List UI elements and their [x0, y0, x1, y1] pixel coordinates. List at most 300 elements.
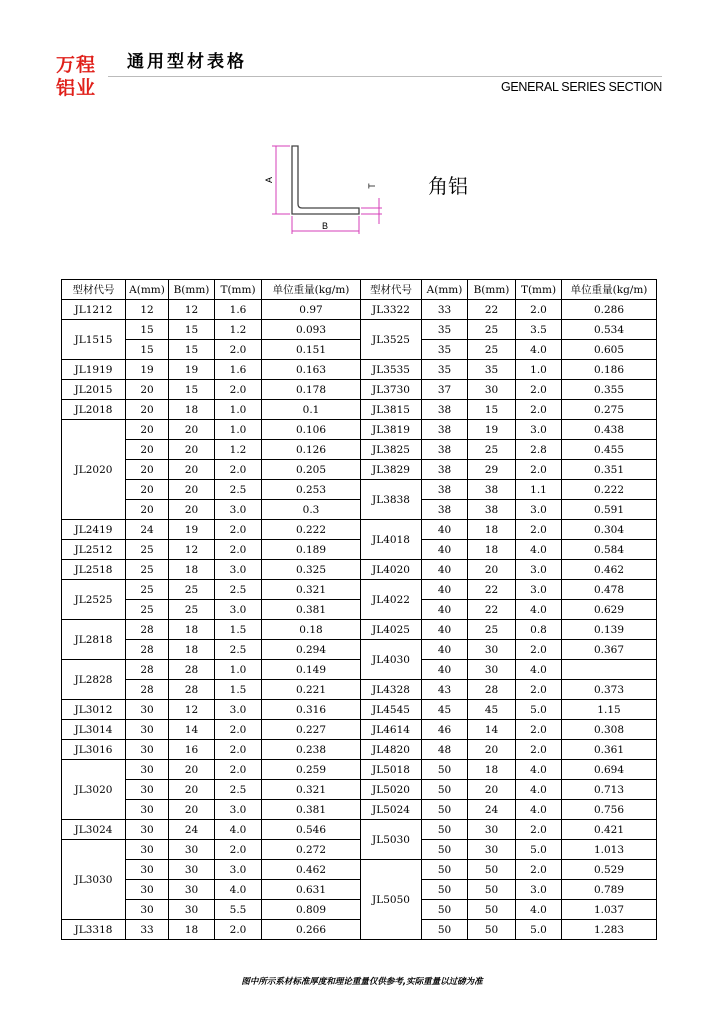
- thickness-cell: 3.0: [516, 560, 562, 580]
- unit-weight-cell: 0.222: [262, 520, 361, 540]
- dim-b-cell: 14: [468, 720, 516, 740]
- thickness-cell: 3.0: [215, 700, 262, 720]
- unit-weight-cell: 0.325: [262, 560, 361, 580]
- dim-a-cell: 38: [422, 420, 468, 440]
- column-header: 单位重量(kg/m): [562, 280, 657, 300]
- profile-code-cell: JL1515: [62, 320, 126, 360]
- dim-a-cell: 35: [422, 340, 468, 360]
- dim-b-cell: 12: [169, 700, 215, 720]
- unit-weight-cell: 1.15: [562, 700, 657, 720]
- unit-weight-cell: 0.222: [562, 480, 657, 500]
- dim-b-cell: 30: [468, 820, 516, 840]
- dim-b-cell: 25: [468, 620, 516, 640]
- dim-a-cell: 28: [126, 640, 169, 660]
- table-row: [62, 720, 657, 740]
- unit-weight-cell: 0.286: [562, 300, 657, 320]
- dim-b-cell: 20: [468, 560, 516, 580]
- table-row: [62, 560, 657, 580]
- unit-weight-cell: 0.462: [562, 560, 657, 580]
- profile-code-cell: JL5020: [361, 780, 422, 800]
- profile-code-cell: JL2518: [62, 560, 126, 580]
- thickness-cell: 5.0: [516, 700, 562, 720]
- dim-b-cell: 20: [468, 780, 516, 800]
- dim-a-cell: 24: [126, 520, 169, 540]
- thickness-cell: 2.0: [516, 520, 562, 540]
- dim-b-cell: 20: [169, 480, 215, 500]
- thickness-cell: 2.0: [516, 380, 562, 400]
- unit-weight-cell: 0.438: [562, 420, 657, 440]
- unit-weight-cell: 0.163: [262, 360, 361, 380]
- table-row: [62, 900, 657, 920]
- thickness-cell: 3.0: [215, 860, 262, 880]
- dim-b-cell: 15: [169, 340, 215, 360]
- table-row: [62, 820, 657, 840]
- column-header: B(mm): [169, 280, 215, 300]
- page-title-cn: 通用型材表格: [127, 52, 247, 72]
- dim-a-cell: 46: [422, 720, 468, 740]
- dim-b-cell: 18: [468, 520, 516, 540]
- unit-weight-cell: 0.106: [262, 420, 361, 440]
- angle-profile-shape: [292, 146, 359, 214]
- dim-a-cell: 40: [422, 640, 468, 660]
- dim-a-cell: 30: [126, 700, 169, 720]
- unit-weight-cell: 1.013: [562, 840, 657, 860]
- company-logo: [56, 54, 100, 100]
- dim-a-cell: 28: [126, 620, 169, 640]
- profile-code-cell: JL2015: [62, 380, 126, 400]
- dim-a-cell: 37: [422, 380, 468, 400]
- dim-b-cell: 12: [169, 540, 215, 560]
- dim-a-cell: 38: [422, 440, 468, 460]
- unit-weight-cell: 0.149: [262, 660, 361, 680]
- thickness-cell: 4.0: [516, 540, 562, 560]
- dim-a-cell: 50: [422, 760, 468, 780]
- thickness-cell: 2.0: [215, 460, 262, 480]
- dim-b-cell: 18: [169, 560, 215, 580]
- profile-code-cell: JL3024: [62, 820, 126, 840]
- thickness-cell: 0.8: [516, 620, 562, 640]
- unit-weight-cell: 0.756: [562, 800, 657, 820]
- table-row: [62, 880, 657, 900]
- thickness-cell: 3.0: [516, 500, 562, 520]
- dim-a-cell: 33: [126, 920, 169, 940]
- dimension-a-label: A: [264, 176, 274, 184]
- thickness-cell: 3.0: [215, 600, 262, 620]
- table-row: [62, 540, 657, 560]
- dim-a-cell: 30: [126, 780, 169, 800]
- profile-code-cell: JL2018: [62, 400, 126, 420]
- profile-code-cell: JL5024: [361, 800, 422, 820]
- dim-a-cell: 30: [126, 840, 169, 860]
- profile-code-cell: JL2525: [62, 580, 126, 620]
- dim-b-cell: 15: [468, 400, 516, 420]
- thickness-cell: 3.0: [215, 800, 262, 820]
- dim-a-cell: 33: [422, 300, 468, 320]
- unit-weight-cell: [562, 660, 657, 680]
- dim-a-cell: 40: [422, 540, 468, 560]
- dim-a-cell: 38: [422, 480, 468, 500]
- thickness-cell: 2.0: [215, 840, 262, 860]
- profile-code-cell: JL4820: [361, 740, 422, 760]
- profile-code-cell: JL5018: [361, 760, 422, 780]
- profile-code-cell: JL4030: [361, 640, 422, 680]
- dim-b-cell: 20: [169, 800, 215, 820]
- unit-weight-cell: 0.373: [562, 680, 657, 700]
- dim-a-cell: 30: [126, 820, 169, 840]
- thickness-cell: 1.0: [215, 400, 262, 420]
- unit-weight-cell: 0.351: [562, 460, 657, 480]
- dim-a-cell: 30: [126, 880, 169, 900]
- profile-code-cell: JL3525: [361, 320, 422, 360]
- unit-weight-cell: 0.253: [262, 480, 361, 500]
- dim-a-cell: 25: [126, 600, 169, 620]
- dim-a-cell: 12: [126, 300, 169, 320]
- thickness-cell: 3.0: [215, 500, 262, 520]
- dim-b-cell: 25: [468, 440, 516, 460]
- dim-b-cell: 30: [468, 840, 516, 860]
- dim-a-cell: 50: [422, 880, 468, 900]
- dim-b-cell: 20: [169, 500, 215, 520]
- dim-a-cell: 45: [422, 700, 468, 720]
- dim-b-cell: 50: [468, 880, 516, 900]
- dim-b-cell: 30: [468, 640, 516, 660]
- unit-weight-cell: 0.713: [562, 780, 657, 800]
- thickness-cell: 4.0: [215, 880, 262, 900]
- table-row: [62, 920, 657, 940]
- thickness-cell: 2.0: [516, 740, 562, 760]
- angle-profile-diagram: [258, 138, 388, 238]
- thickness-cell: 5.5: [215, 900, 262, 920]
- thickness-cell: 4.0: [516, 800, 562, 820]
- dim-a-cell: 48: [422, 740, 468, 760]
- unit-weight-cell: 0.139: [562, 620, 657, 640]
- unit-weight-cell: 0.591: [562, 500, 657, 520]
- unit-weight-cell: 0.272: [262, 840, 361, 860]
- dim-a-cell: 38: [422, 400, 468, 420]
- unit-weight-cell: 0.421: [562, 820, 657, 840]
- unit-weight-cell: 0.97: [262, 300, 361, 320]
- thickness-cell: 2.0: [516, 680, 562, 700]
- thickness-cell: 2.0: [215, 920, 262, 940]
- table-row: [62, 680, 657, 700]
- profile-code-cell: JL4025: [361, 620, 422, 640]
- thickness-cell: 1.0: [516, 360, 562, 380]
- unit-weight-cell: 0.605: [562, 340, 657, 360]
- dim-a-cell: 50: [422, 820, 468, 840]
- thickness-cell: 3.0: [516, 880, 562, 900]
- dim-b-cell: 12: [169, 300, 215, 320]
- dim-a-cell: 40: [422, 580, 468, 600]
- unit-weight-cell: 1.037: [562, 900, 657, 920]
- profile-code-cell: JL3318: [62, 920, 126, 940]
- column-header: 单位重量(kg/m): [262, 280, 361, 300]
- dim-a-cell: 20: [126, 440, 169, 460]
- thickness-cell: 2.0: [215, 380, 262, 400]
- unit-weight-cell: 0.259: [262, 760, 361, 780]
- profile-code-cell: JL2020: [62, 420, 126, 520]
- dim-b-cell: 18: [169, 400, 215, 420]
- profile-code-cell: JL3322: [361, 300, 422, 320]
- profile-code-cell: JL4545: [361, 700, 422, 720]
- profile-code-cell: JL3815: [361, 400, 422, 420]
- table-row: [62, 360, 657, 380]
- thickness-cell: 1.0: [215, 660, 262, 680]
- unit-weight-cell: 0.3: [262, 500, 361, 520]
- thickness-cell: 4.0: [516, 600, 562, 620]
- table-row: [62, 580, 657, 600]
- column-header: 型材代号: [62, 280, 126, 300]
- dimension-t-label: T: [367, 183, 377, 189]
- dim-b-cell: 20: [169, 440, 215, 460]
- table-row: [62, 640, 657, 660]
- profile-code-cell: JL3730: [361, 380, 422, 400]
- profile-code-cell: JL4328: [361, 680, 422, 700]
- table-row: [62, 600, 657, 620]
- profile-code-cell: JL3819: [361, 420, 422, 440]
- dim-b-cell: 30: [169, 900, 215, 920]
- thickness-cell: 4.0: [516, 340, 562, 360]
- profile-code-cell: JL4614: [361, 720, 422, 740]
- dim-a-cell: 50: [422, 900, 468, 920]
- table-row: [62, 520, 657, 540]
- column-header: B(mm): [468, 280, 516, 300]
- dim-b-cell: 24: [468, 800, 516, 820]
- column-header: 型材代号: [361, 280, 422, 300]
- profile-code-cell: JL3535: [361, 360, 422, 380]
- thickness-cell: 2.0: [215, 720, 262, 740]
- dim-a-cell: 30: [126, 800, 169, 820]
- profile-code-cell: JL3829: [361, 460, 422, 480]
- dim-b-cell: 18: [169, 640, 215, 660]
- dim-a-cell: 40: [422, 660, 468, 680]
- thickness-cell: 2.0: [215, 740, 262, 760]
- spec-table: [61, 279, 657, 940]
- dim-a-cell: 20: [126, 480, 169, 500]
- unit-weight-cell: 0.462: [262, 860, 361, 880]
- dim-a-cell: 19: [126, 360, 169, 380]
- table-row: [62, 440, 657, 460]
- dim-a-cell: 30: [126, 900, 169, 920]
- dim-a-cell: 50: [422, 840, 468, 860]
- table-row: [62, 740, 657, 760]
- unit-weight-cell: 0.294: [262, 640, 361, 660]
- unit-weight-cell: 0.266: [262, 920, 361, 940]
- dim-a-cell: 20: [126, 460, 169, 480]
- thickness-cell: 3.0: [516, 580, 562, 600]
- unit-weight-cell: 0.205: [262, 460, 361, 480]
- dim-b-cell: 15: [169, 320, 215, 340]
- logo-line-1: 万程: [56, 54, 97, 76]
- profile-code-cell: JL2419: [62, 520, 126, 540]
- profile-code-cell: JL4022: [361, 580, 422, 620]
- dim-b-cell: 14: [169, 720, 215, 740]
- table-row: [62, 780, 657, 800]
- dim-b-cell: 25: [169, 580, 215, 600]
- thickness-cell: 3.5: [516, 320, 562, 340]
- profile-code-cell: JL3030: [62, 840, 126, 920]
- profile-code-cell: JL2818: [62, 620, 126, 660]
- table-row: [62, 500, 657, 520]
- dim-b-cell: 38: [468, 500, 516, 520]
- dim-a-cell: 35: [422, 320, 468, 340]
- profile-code-cell: JL3012: [62, 700, 126, 720]
- unit-weight-cell: 0.316: [262, 700, 361, 720]
- unit-weight-cell: 0.18: [262, 620, 361, 640]
- thickness-cell: 2.0: [516, 300, 562, 320]
- dim-a-cell: 50: [422, 780, 468, 800]
- thickness-cell: 4.0: [215, 820, 262, 840]
- table-row: [62, 660, 657, 680]
- thickness-cell: 1.0: [215, 420, 262, 440]
- page-title-en: GENERAL SERIES SECTION: [500, 80, 662, 94]
- dim-b-cell: 35: [468, 360, 516, 380]
- dim-b-cell: 20: [169, 460, 215, 480]
- table-row: [62, 800, 657, 820]
- thickness-cell: 2.0: [516, 400, 562, 420]
- profile-code-cell: JL3838: [361, 480, 422, 520]
- thickness-cell: 1.5: [215, 680, 262, 700]
- unit-weight-cell: 0.321: [262, 580, 361, 600]
- thickness-cell: 3.0: [516, 420, 562, 440]
- dim-a-cell: 50: [422, 860, 468, 880]
- dim-b-cell: 22: [468, 600, 516, 620]
- dim-b-cell: 28: [169, 680, 215, 700]
- table-row: [62, 460, 657, 480]
- unit-weight-cell: 0.321: [262, 780, 361, 800]
- profile-code-cell: JL5030: [361, 820, 422, 860]
- unit-weight-cell: 0.546: [262, 820, 361, 840]
- thickness-cell: 2.0: [215, 760, 262, 780]
- dim-a-cell: 38: [422, 500, 468, 520]
- unit-weight-cell: 0.189: [262, 540, 361, 560]
- dim-a-cell: 38: [422, 460, 468, 480]
- dim-b-cell: 28: [468, 680, 516, 700]
- thickness-cell: 2.0: [516, 640, 562, 660]
- unit-weight-cell: 1.283: [562, 920, 657, 940]
- header-divider: [108, 76, 662, 77]
- unit-weight-cell: 0.227: [262, 720, 361, 740]
- unit-weight-cell: 0.367: [562, 640, 657, 660]
- dim-a-cell: 30: [126, 740, 169, 760]
- dim-a-cell: 20: [126, 420, 169, 440]
- column-header: T(mm): [215, 280, 262, 300]
- column-header: T(mm): [516, 280, 562, 300]
- unit-weight-cell: 0.275: [562, 400, 657, 420]
- thickness-cell: 5.0: [516, 920, 562, 940]
- unit-weight-cell: 0.629: [562, 600, 657, 620]
- thickness-cell: 2.0: [215, 520, 262, 540]
- dim-b-cell: 38: [468, 480, 516, 500]
- unit-weight-cell: 0.478: [562, 580, 657, 600]
- unit-weight-cell: 0.694: [562, 760, 657, 780]
- unit-weight-cell: 0.381: [262, 800, 361, 820]
- dim-b-cell: 45: [468, 700, 516, 720]
- profile-code-cell: JL1212: [62, 300, 126, 320]
- profile-code-cell: JL2512: [62, 540, 126, 560]
- dim-b-cell: 50: [468, 900, 516, 920]
- thickness-cell: 1.2: [215, 440, 262, 460]
- dim-b-cell: 20: [169, 780, 215, 800]
- table-row: [62, 340, 657, 360]
- profile-code-cell: JL3014: [62, 720, 126, 740]
- dim-b-cell: 30: [169, 880, 215, 900]
- column-header: A(mm): [422, 280, 468, 300]
- dim-a-cell: 50: [422, 920, 468, 940]
- table-row: [62, 480, 657, 500]
- dim-b-cell: 19: [169, 520, 215, 540]
- dim-b-cell: 20: [468, 740, 516, 760]
- dim-b-cell: 30: [169, 840, 215, 860]
- dim-b-cell: 19: [468, 420, 516, 440]
- thickness-cell: 2.5: [215, 480, 262, 500]
- dim-b-cell: 29: [468, 460, 516, 480]
- dim-a-cell: 28: [126, 660, 169, 680]
- dim-b-cell: 30: [169, 860, 215, 880]
- table-header-row: [62, 280, 657, 300]
- dim-a-cell: 35: [422, 360, 468, 380]
- unit-weight-cell: 0.381: [262, 600, 361, 620]
- dim-b-cell: 24: [169, 820, 215, 840]
- unit-weight-cell: 0.631: [262, 880, 361, 900]
- unit-weight-cell: 0.355: [562, 380, 657, 400]
- profile-code-cell: JL3020: [62, 760, 126, 820]
- unit-weight-cell: 0.809: [262, 900, 361, 920]
- unit-weight-cell: 0.151: [262, 340, 361, 360]
- unit-weight-cell: 0.093: [262, 320, 361, 340]
- thickness-cell: 2.5: [215, 580, 262, 600]
- logo-line-2: 铝业: [56, 77, 97, 99]
- column-header: A(mm): [126, 280, 169, 300]
- dim-b-cell: 30: [468, 660, 516, 680]
- thickness-cell: 4.0: [516, 900, 562, 920]
- table-row: [62, 860, 657, 880]
- thickness-cell: 1.6: [215, 360, 262, 380]
- table-row: [62, 840, 657, 860]
- unit-weight-cell: 0.455: [562, 440, 657, 460]
- thickness-cell: 2.8: [516, 440, 562, 460]
- dim-a-cell: 43: [422, 680, 468, 700]
- unit-weight-cell: 0.534: [562, 320, 657, 340]
- dim-b-cell: 25: [169, 600, 215, 620]
- thickness-cell: 4.0: [516, 780, 562, 800]
- thickness-cell: 3.0: [215, 560, 262, 580]
- profile-code-cell: JL2828: [62, 660, 126, 700]
- thickness-cell: 1.1: [516, 480, 562, 500]
- dim-a-cell: 20: [126, 380, 169, 400]
- dim-b-cell: 18: [169, 920, 215, 940]
- dim-a-cell: 40: [422, 600, 468, 620]
- table-row: [62, 420, 657, 440]
- thickness-cell: 4.0: [516, 660, 562, 680]
- dim-b-cell: 28: [169, 660, 215, 680]
- unit-weight-cell: 0.1: [262, 400, 361, 420]
- dim-b-cell: 20: [169, 760, 215, 780]
- dim-a-cell: 20: [126, 500, 169, 520]
- thickness-cell: 2.5: [215, 640, 262, 660]
- dim-a-cell: 15: [126, 320, 169, 340]
- profile-code-cell: JL1919: [62, 360, 126, 380]
- dim-a-cell: 40: [422, 560, 468, 580]
- dim-a-cell: 50: [422, 800, 468, 820]
- unit-weight-cell: 0.221: [262, 680, 361, 700]
- dim-b-cell: 50: [468, 920, 516, 940]
- dim-a-cell: 40: [422, 520, 468, 540]
- dim-b-cell: 25: [468, 340, 516, 360]
- profile-code-cell: JL3825: [361, 440, 422, 460]
- dimension-b-label: B: [321, 221, 329, 231]
- dim-a-cell: 30: [126, 760, 169, 780]
- table-row: [62, 620, 657, 640]
